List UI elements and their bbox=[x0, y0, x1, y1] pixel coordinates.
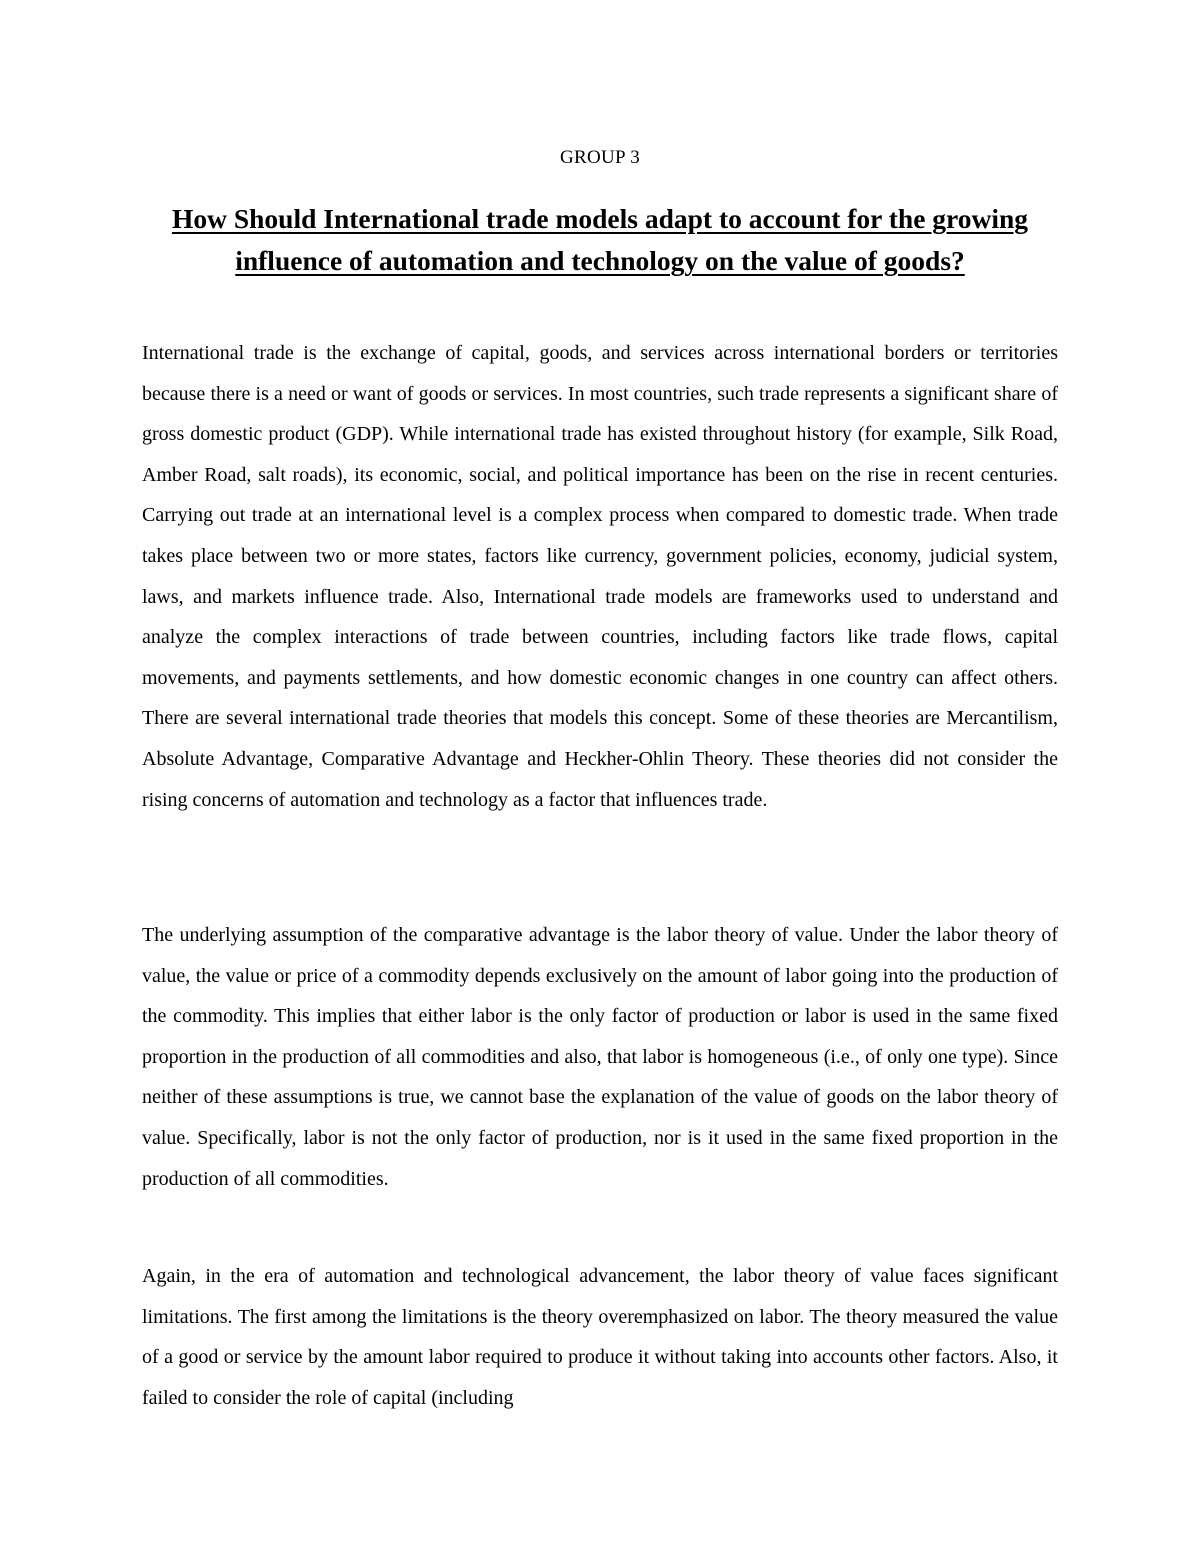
document-title: How Should International trade models adapt to account for the growing influence of automation and technology on the value of goods? bbox=[171, 203, 1029, 276]
group-label: GROUP 3 bbox=[559, 147, 641, 168]
paragraph-2: The underlying assumption of the comparative advantage is the labor theory of value. Under the labor theory of value, the value or price of a commodity depends exclusively on the amount of labor going into the production of the commodity. This implies that either labor is the only factor of production or labor is used in the same fixed proportion in the production of all commodities and also, that labor is homogeneous (i.e., of only one type). Since neither of these assumptions is true, we cannot base the explanation of the value of goods on the labor theory of value. Specifically, labor is not the only factor of production, nor is it used in the same fixed proportion in the production of all commodities. bbox=[142, 924, 1058, 1190]
paragraph-1: International trade is the exchange of capital, goods, and services across international borders or territories because there is a need or want of goods or services. In most countries, such trade represents a significant share of gross domestic product (GDP). While international trade has existed throughout history (for example, Silk Road, Amber Road, salt roads), its economic, social, and political importance has been on the rise in recent centuries. Carrying out trade at an international level is a complex process when compared to domestic trade. When trade takes place between two or more states, factors like currency, government policies, economy, judicial system, laws, and markets influence trade. Also, International trade models are frameworks used to understand and analyze the complex interactions of trade between countries, including factors like trade flows, capital movements, and payments settlements, and how domestic economic changes in one country can affect others. There are several international trade theories that models this concept. Some of these theories are Mercantilism, Absolute Advantage, Comparative Advantage and Heckher-Ohlin Theory. These theories did not consider the rising concerns of automation and technology as a factor that influences trade. bbox=[142, 342, 1058, 811]
paragraph-3: Again, in the era of automation and technological advancement, the labor theory of value faces significant limitations. The first among the limitations is the theory overemphasized on labor. The theory measured the value of a good or service by the amount labor required to produce it without taking into accounts other factors. Also, it failed to consider the role of capital (including bbox=[142, 1265, 1058, 1409]
